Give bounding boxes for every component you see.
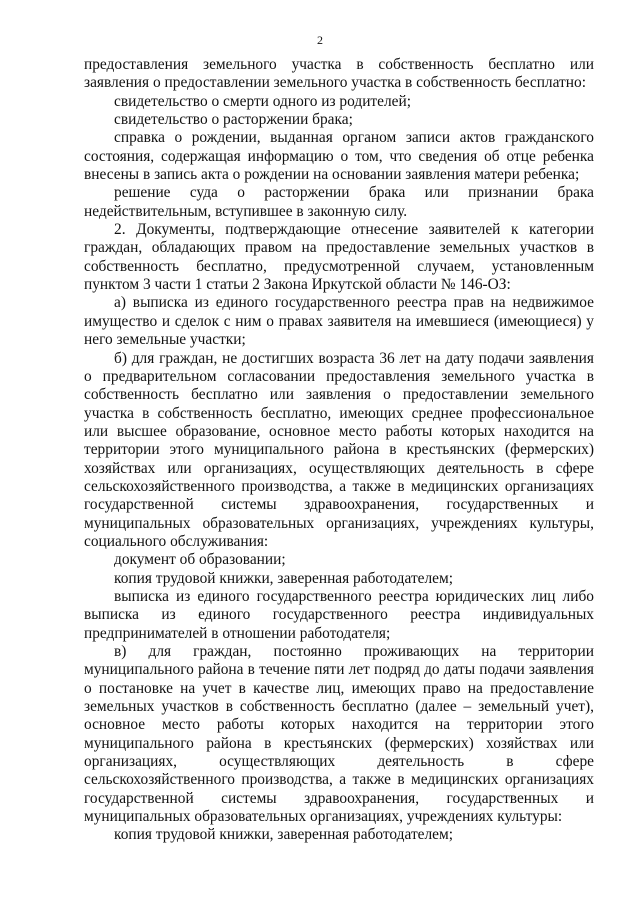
paragraph: а) выписка из единого государственного реестра прав на недвижимое имущество и сделок с ним о правах заявителя на имевшиеся (имеющиеся) у него земельные участки; <box>84 294 594 349</box>
paragraph: выписка из единого государственного реестра юридических лиц либо выписка из единого государственного реестра индивидуальных предпринимателей в отношении работодателя; <box>84 587 594 642</box>
paragraph: копия трудовой книжки, заверенная работодателем; <box>114 826 454 844</box>
paragraph: решение суда о расторжении брака или признании брака недействительным, вступившее в законную силу. <box>84 184 594 220</box>
paragraph: 2. Документы, подтверждающие отнесение заявителей к категории граждан, обладающих правом на предоставление земельных участков в собственность бесплатно, предусмотренной случаем, установленным пунктом 3 части 1 статьи 2 Закона Иркутской области № 146-ОЗ: <box>84 221 594 294</box>
paragraph: б) для граждан, не достигших возраста 36 лет на дату подачи заявления о предварительном согласовании предоставления земельного участка в собственность бесплатно или заявления о предоставлении земельного участка в собственность бесплатно, имеющих среднее профессиональное или высшее образование, основное место работы которых находится на территории этого муниципального района в крестьянских (фермерских) хозяйствах или организациях, осуществляющих деятельность в сфере сельскохозяйственного производства, а также в медицинских организациях государственной системы здравоохранения, государственных и муниципальных образовательных организациях, учреждениях культуры, социального обслуживания: <box>84 349 594 550</box>
paragraph: свидетельство о расторжении брака; <box>114 111 353 129</box>
page-number: 2 <box>317 33 323 47</box>
paragraph: справка о рождении, выданная органом записи актов гражданского состояния, содержащая информацию о том, что сведения об отце ребенка внесены в запись акта о рождении на основании заявления матери ребенка; <box>84 129 594 184</box>
paragraph: предоставления земельного участка в собственность бесплатно или заявления о предоставлении земельного участка в собственность бесплатно: <box>84 56 594 92</box>
paragraph: документ об образовании; <box>114 551 286 569</box>
paragraph: копия трудовой книжки, заверенная работодателем; <box>114 569 454 587</box>
document-body <box>84 56 594 845</box>
paragraph: в) для граждан, постоянно проживающих на территории муниципального района в течение пяти лет подряд до даты подачи заявления о постановке на учет в качестве лиц, имеющих право на предоставление земельных участков в собственность бесплатно (далее – земельный учет), основное место работы которых находится на территории этого муниципального района в крестьянских (фермерских) хозяйствах или организациях, осуществляющих деятельность в сфере сельскохозяйственного производства, а также в медицинских организациях государственной системы здравоохранения, государственных и муниципальных образовательных организациях, учреждениях культуры: <box>84 643 594 826</box>
paragraph: свидетельство о смерти одного из родителей; <box>114 92 412 110</box>
